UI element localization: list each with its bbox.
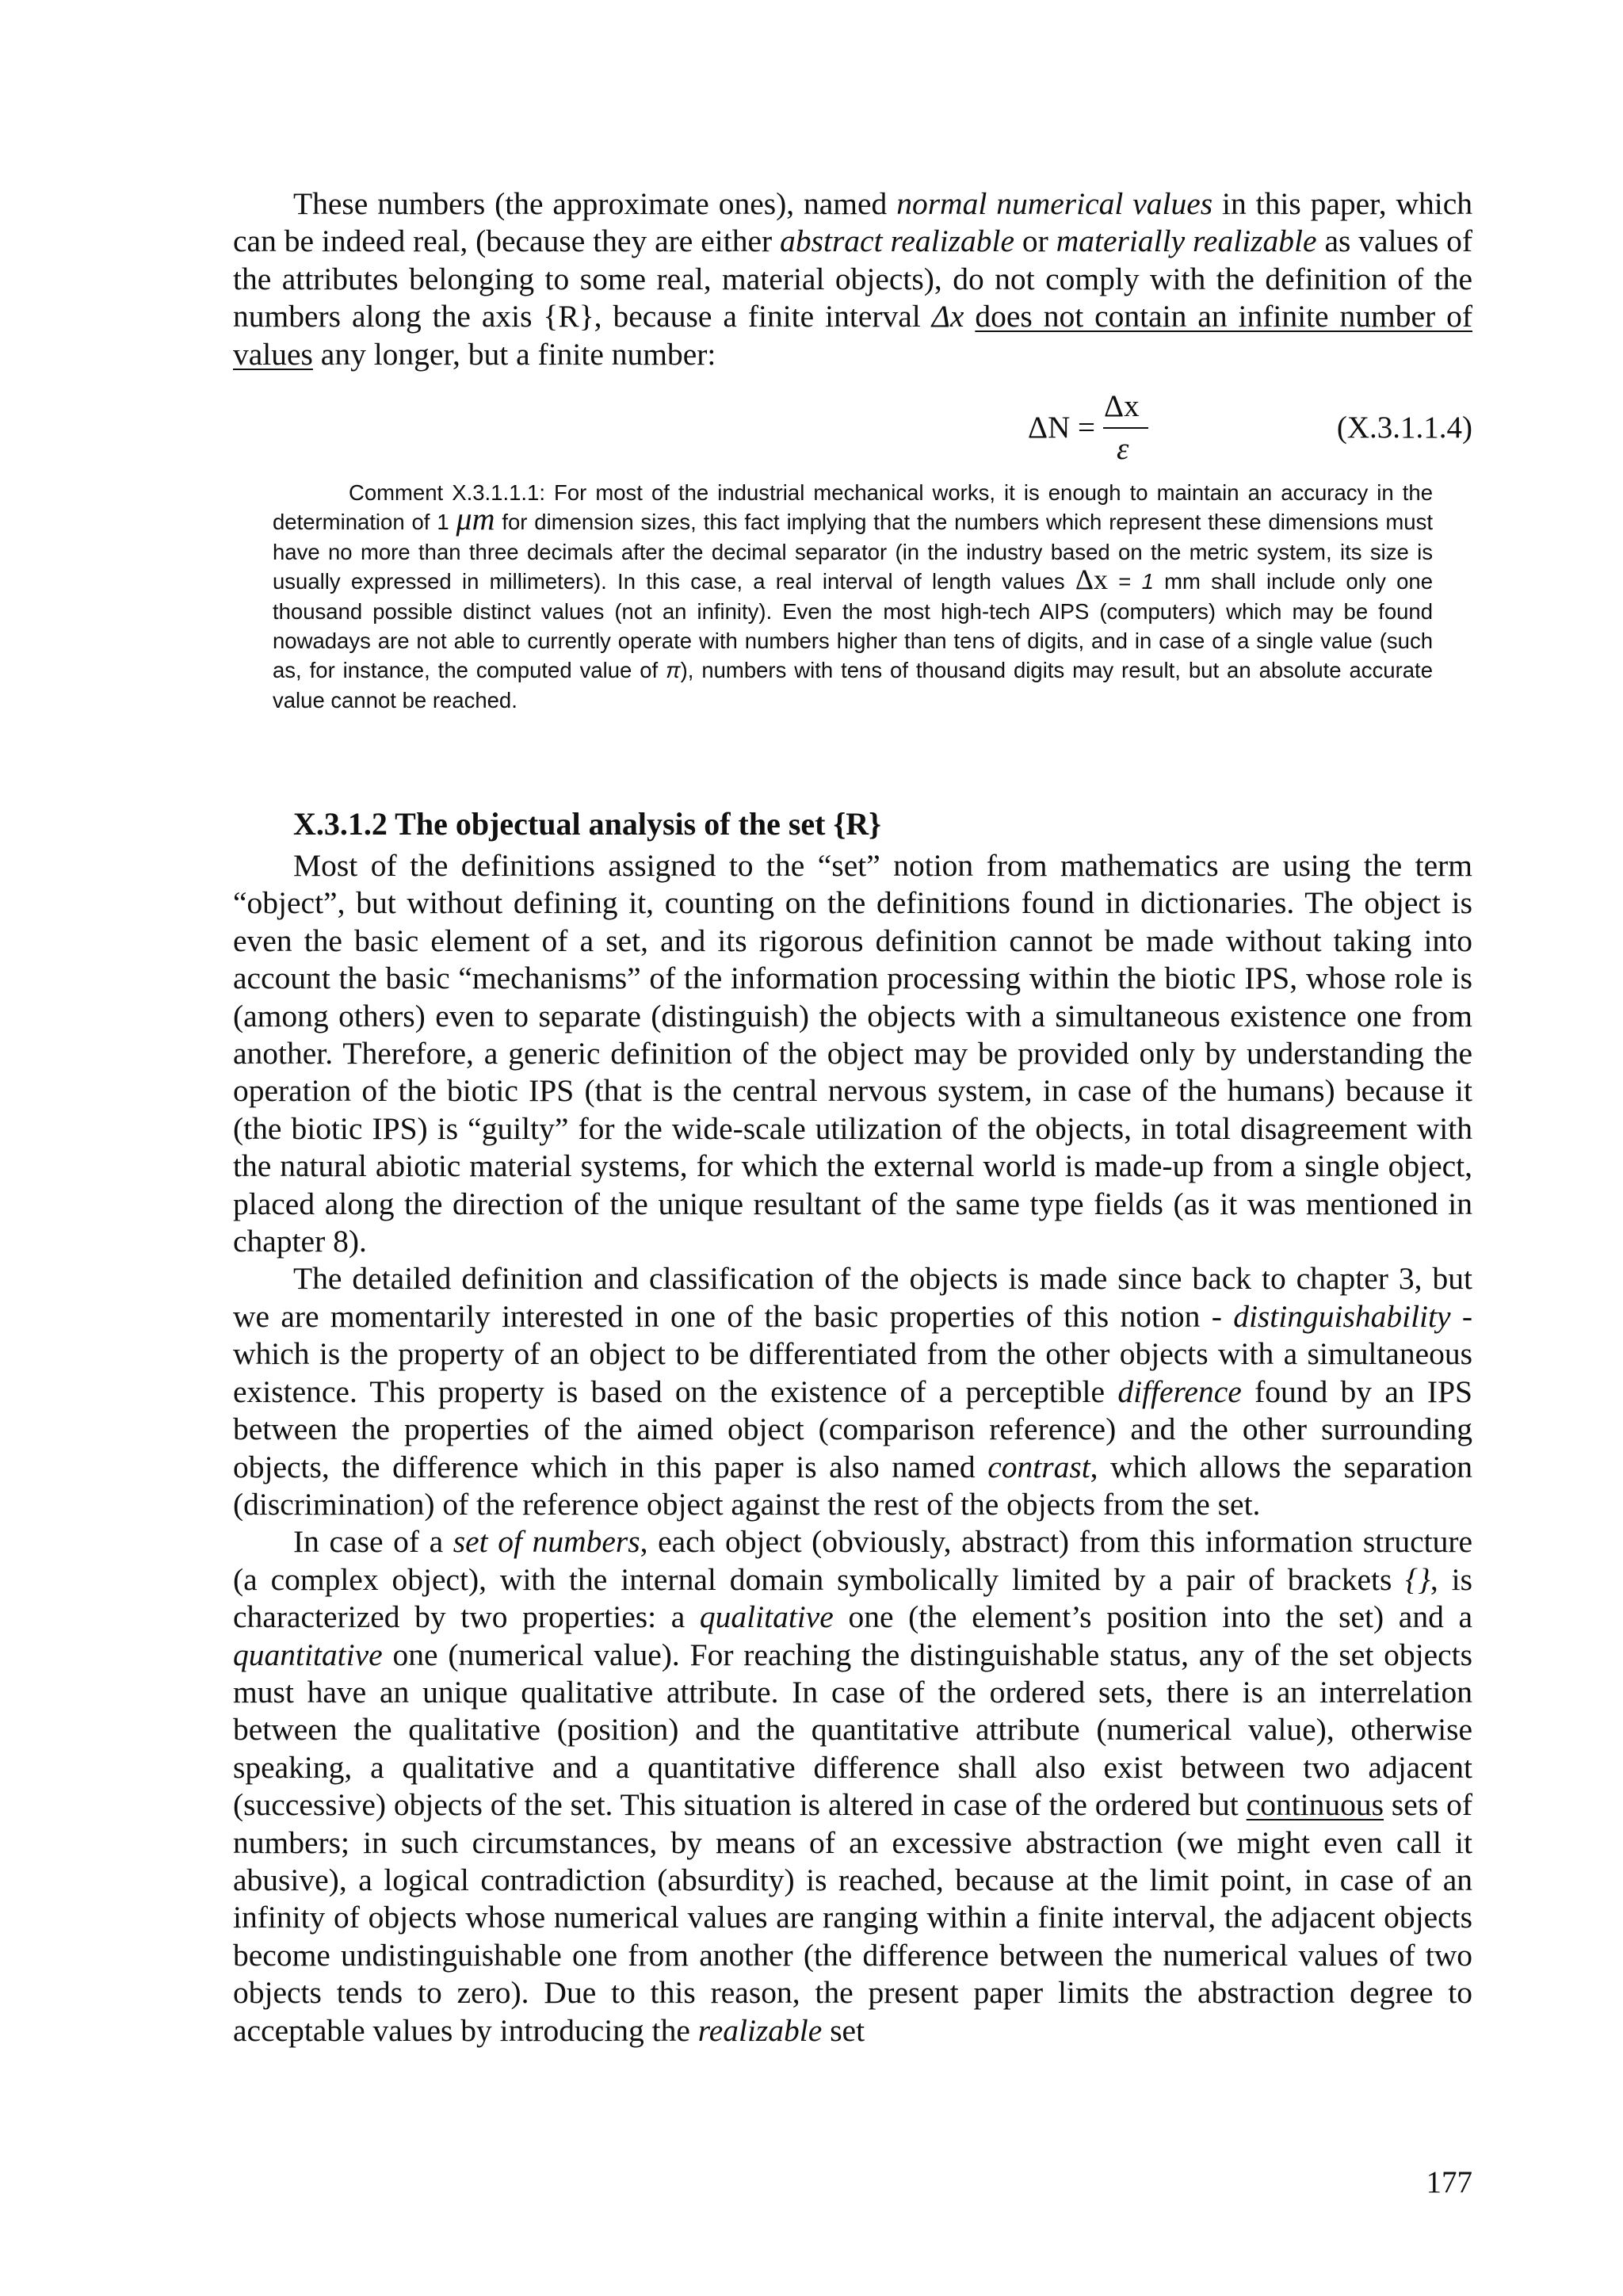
underlined-phrase-infinite: does not contain an infinite number of values [233, 299, 1472, 372]
comment-x-3-1-1-1: Comment X.3.1.1.1: For most of the industrial mechanical works, it is enough to maintain an accuracy in the determination of 1 μm for dimension sizes, this fact implying that the numbers which represent these dimensions must have no more than three decimals after the decimal separator (in the industry based on the metric system, its size is usually expressed in millimeters). In this case, a real interval of length values Δx = 1 mm shall include only one thousand possible distinct values (not an infinity). Even the most high-tech AIPS (computers) which may be found nowadays are not able to currently operate with numbers higher than tens of digits, and in case of a single value (such as, for instance, the computed value of π), numbers with tens of thousand digits may result, but an absolute accurate value cannot be reached. [273, 480, 1433, 712]
equation-numerator: Δx [1104, 389, 1140, 423]
term-materially-realizable: materially realizable [1056, 223, 1317, 259]
equation-x-3-1-1-4 [233, 388, 1472, 477]
equation-number: (X.3.1.1.4) [1336, 411, 1472, 445]
paragraph-object-definition: Most of the definitions assigned to the “set” notion from mathematics are using the term “object”, but without defining it, counting on the definitions found in dictionaries. The object is even the basic element of a set, and its rigorous definition cannot be made without taking into account the basic “mechanisms” of the information processing within the biotic IPS, whose role is (among others) even to separate (distinguish) the objects with a simultaneous existence one from another. Therefore, a generic definition of the object may be provided only by understanding the operation of the biotic IPS (that is the central nervous system, in case of the humans) because it (the biotic IPS) is “guilty” for the wide-scale utilization of the objects, in total disagreement with the natural abiotic material systems, for which the external world is made-up from a single object, placed along the direction of the unique resultant of the same type fields (as it was mentioned in chapter 8). [233, 848, 1472, 1259]
symbol-delta-x: Δx [931, 299, 964, 334]
paragraph-distinguishability: The detailed definition and classification of the objects is made since back to chapter 3, but we are momentarily interested in one of the basic properties of this notion - distinguishability - which is the property of an object to be differentiated from the other objects with a simultaneous existence. This property is based on the existence of a perceptible difference found by an IPS between the properties of the aimed object (comparison reference) and the other surrounding objects, the difference which in this paper is also named contrast, which allows the separation (discrimination) of the reference object against the rest of the objects from the set. [233, 1261, 1473, 1522]
body-text-section [233, 847, 1472, 2050]
equation-denominator: ε [1117, 432, 1129, 466]
paragraph-normal-numerical-values: These numbers (the approximate ones), named normal numerical values in this paper, which can be indeed real, (because they are either abstract realizable or materially realizable as values of the attributes belonging to some real, material objects), do not comply with the definition of the numbers along the axis {R}, because a finite interval Δx does not contain an infinite number of values any longer, but a finite number: [233, 186, 1473, 372]
equation-fraction [1028, 388, 1147, 477]
underlined-word-continuous: continuous [1246, 1787, 1384, 1823]
symbol-pi: π [666, 658, 681, 683]
equation-lhs: ΔN = [1028, 411, 1095, 445]
page-number: 177 [1426, 2165, 1472, 2199]
term-normal-numerical-values: normal numerical values [896, 186, 1213, 221]
unit-micrometer: μm [456, 501, 495, 537]
section-heading: X.3.1.2 The objectual analysis of the set {R} [293, 806, 881, 842]
fraction-bar [1103, 427, 1148, 429]
paragraph-set-of-numbers: In case of a set of numbers, each object (obviously, abstract) from this information structure (a complex object), with the internal domain symbolically limited by a pair of brackets {}, is characterized by two properties: a qualitative one (the element’s position into the set) and a quantitative one (numerical value). For reaching the distinguishable status, any of the set objects must have an unique qualitative attribute. In case of the ordered sets, there is an interrelation between the qualitative (position) and the quantitative attribute (numerical value), otherwise speaking, a qualitative and a quantitative difference shall also exist between two adjacent (successive) objects of the set. This situation is altered in case of the ordered but continuous sets of numbers; in such circumstances, by means of an excessive abstraction (we might even call it abusive), a logical contradiction (absurdity) is reached, because at the limit point, in case of an infinity of objects whose numerical values are ranging within a finite interval, the adjacent objects become undistinguishable one from another (the difference between the numerical values of two objects tends to zero). Due to this reason, the present paper limits the abstraction degree to acceptable values by introducing the realizable set [233, 1524, 1473, 2048]
term-abstract-realizable: abstract realizable [780, 223, 1014, 259]
symbol-delta-x-comment: Δx [1075, 563, 1109, 596]
